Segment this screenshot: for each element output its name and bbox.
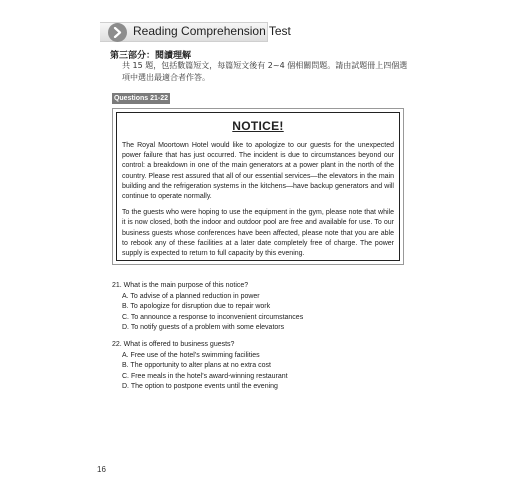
question-group-badge: Questions 21-22: [113, 95, 169, 102]
chevron-right-icon: [108, 23, 127, 42]
option-d: D. To notify guests of a problem with some elevators: [122, 324, 285, 331]
option-c: C. Free meals in the hotel’s award-winning restaurant: [122, 372, 288, 380]
option-a: A. Free use of the hotel’s swimming facilities: [122, 351, 260, 359]
section-instructions: 共 15 題，包括數篇短文，每篇短文後有 2~4 個相關問題。請由試題冊上四個選項中選出最適合者作答。: [122, 61, 408, 82]
question-stem: 21. What is the main purpose of this notice?: [112, 282, 249, 289]
option-b: B. To apologize for disruption due to repair work: [122, 303, 271, 310]
question-21: [112, 281, 303, 334]
option-c: C. To announce a response to inconvenient circumstances: [122, 313, 304, 321]
question-22: [112, 340, 288, 393]
option-b: B. The opportunity to alter plans at no extra cost: [122, 362, 271, 369]
page-number: 16: [97, 465, 106, 474]
option-list: [122, 292, 303, 334]
notice-box: [112, 108, 404, 265]
question-stem: 22. What is offered to business guests?: [112, 341, 235, 348]
option-list: [122, 351, 288, 393]
section-title: 第三部分：閱讀理解: [110, 51, 192, 61]
option-d: D. The option to postpone events until the evening: [122, 383, 278, 390]
notice-paragraph: To the guests who were hoping to use the equipment in the gym, please note that while it is now closed, both the indoor and outdoor pool are free and available for use. To our business guests whose conferences have been affected, please note that you are able to rebook any of these facilities at a later date completely free of charge. The power supply is expected to return to full capacity by this evening.: [122, 209, 394, 258]
notice-paragraph: The Royal Moortown Hotel would like to apologize to our guests for the unexpected power failure that has just occurred. The incident is due to circumstances beyond our control: a breakdown in one of the main generators at a power plant in the north of the country. Please rest assured that all of our essential services—the elevators in the main building and the refrigeration systems in the kitchens—have backup generators and will continue to operate normally.: [122, 142, 394, 201]
option-a: A. To advise of a planned reduction in power: [122, 292, 260, 300]
notice-inner-frame: [116, 112, 400, 261]
page-title: Reading Comprehension Test: [133, 24, 291, 38]
notice-heading: NOTICE!: [232, 119, 284, 133]
